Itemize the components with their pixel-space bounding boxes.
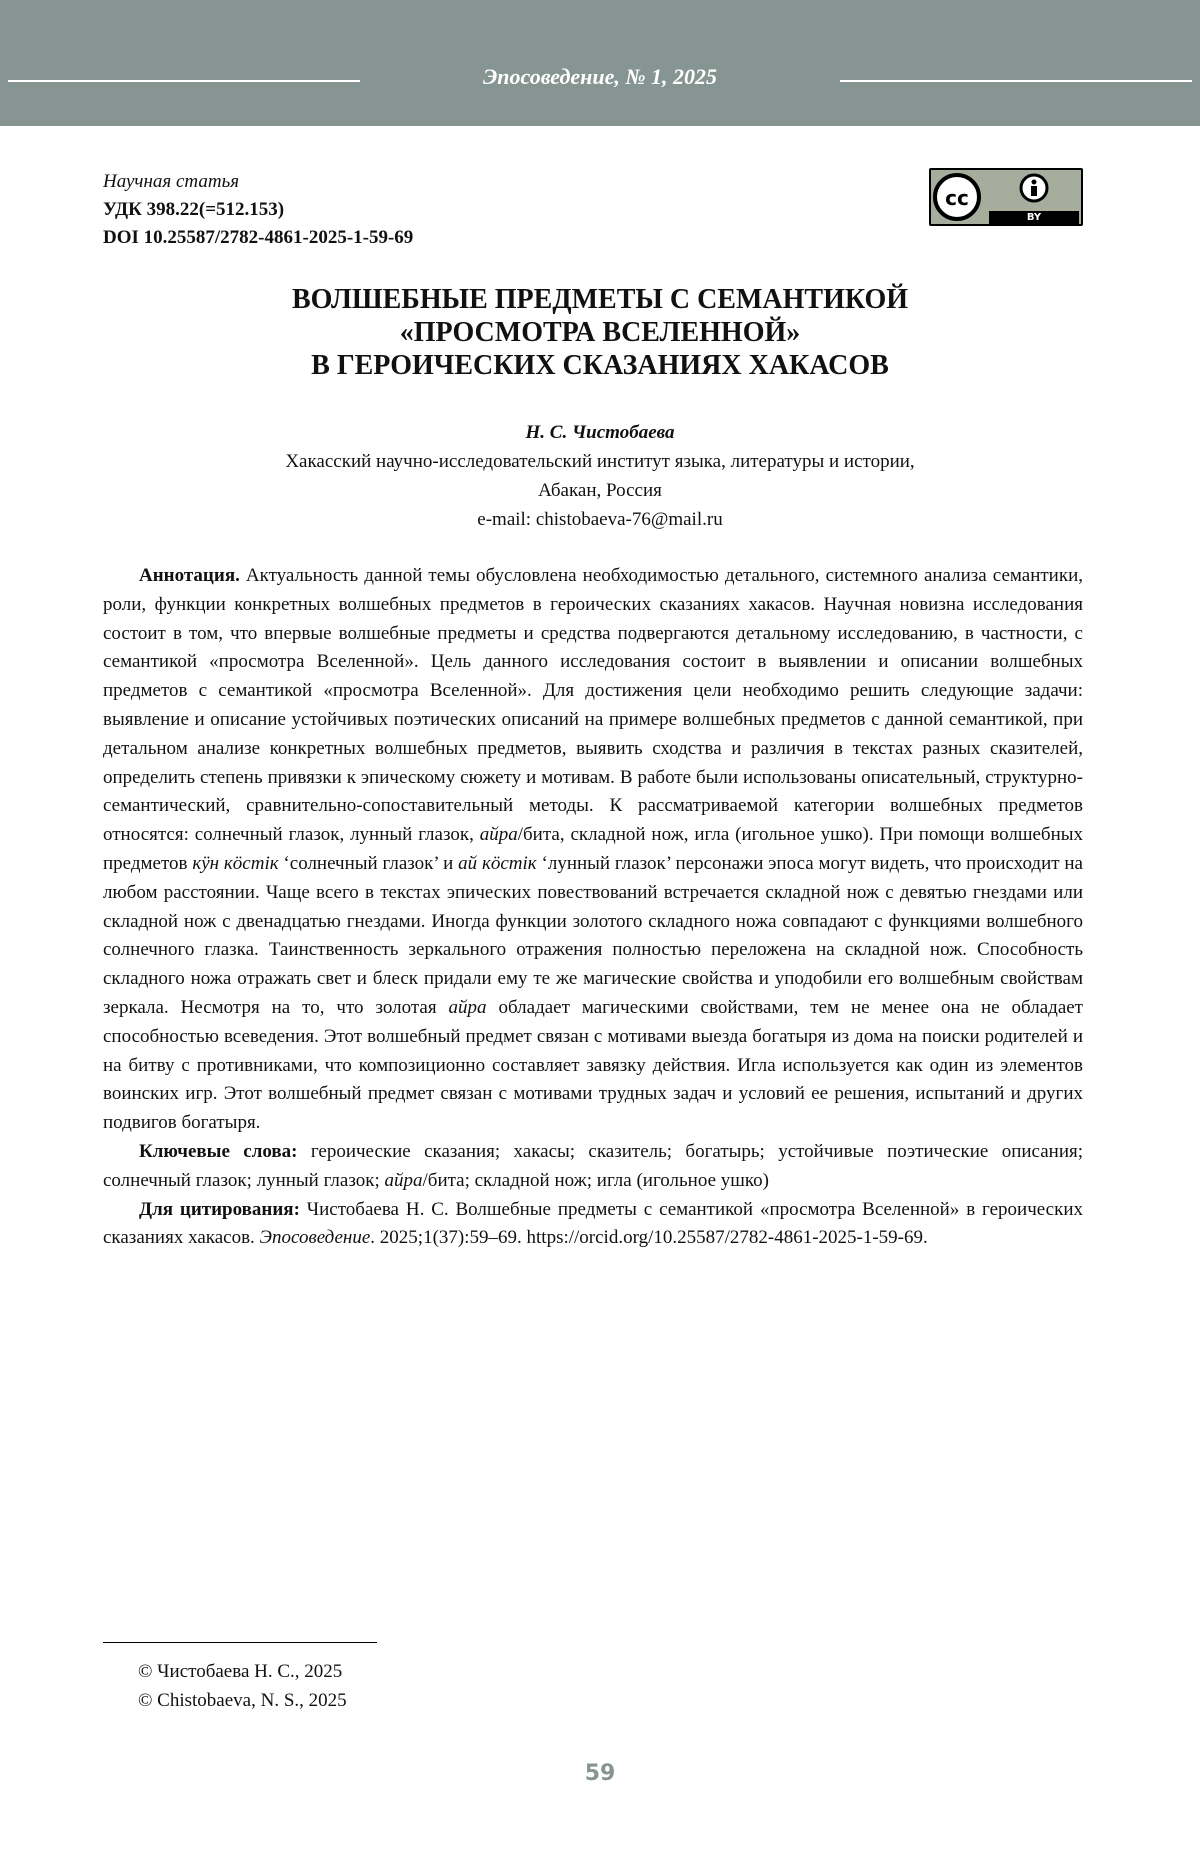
footnote-rule xyxy=(103,1642,377,1643)
header-rule-right xyxy=(840,80,1192,82)
abstract-section xyxy=(103,562,1083,1253)
copyright-footnote xyxy=(138,1657,347,1715)
title-line: «ПРОСМОТРА ВСЕЛЕННОЙ» xyxy=(399,317,801,348)
copyright-en: © Chistobaeva, N. S., 2025 xyxy=(138,1690,347,1711)
copyright-ru: © Чистобаева Н. С., 2025 xyxy=(138,1661,343,1682)
abstract-label: Аннотация. xyxy=(139,565,240,586)
keywords-paragraph: Ключевые слова: героические сказания; хакасы; сказитель; богатырь; устойчивые поэтические описания; солнечный глазок; лунный глазок; айра/бита; складной нож; игла (игольное ушко) xyxy=(103,1140,1084,1191)
by-label: BY xyxy=(989,211,1079,224)
author-name: Н. С. Чистобаева xyxy=(525,422,675,443)
abstract-paragraph: Аннотация. Актуальность данной темы обусловлена необходимостью детального, системного анализа семантики, роли, функции конкретных волшебных предметов в героических сказаниях хакасов. Научная новизна исследования состоит в том, что впервые волшебные предметы и средства подвергаются детальному исследованию, в частности, с семантикой «просмотра Вселенной». Цель данного исследования состоит в выявлении и описании волшебных предметов с семантикой «просмотра Вселенной». Для достижения цели необходимо решить следующие задачи: выявление и описание устойчивых поэтических описаний на примере волшебных предметов с данной семантикой, при детальном анализе конкретных волшебных предметов, выявить сходства и различия в текстах разных сказителей, определить степень привязки к эпическому сюжету и мотивам. В работе были использованы описательный, структурно-семантический, сравнительно-сопоставительный методы. К рассматриваемой категории волшебных предметов относятся: солнечный глазок, лунный глазок, айра/бита, складной нож, игла (игольное ушко). При помощи волшебных предметов кӱн кӧстік ‘солнечный глазок’ и ай кӧстік ‘лунный глазок’ персонажи эпоса могут видеть, что происходит на любом расстоянии. Чаще всего в текстах эпических повествований встречается складной нож с девятью гнездами или складной нож с двенадцатью гнездами. Иногда функции золотого складного ножа совпадают с функциями волшебного солнечного глазка. Таинственность зеркального отражения полностью переложена на складной нож. Способность складного ножа отражать свет и блеск придали ему те же магические свойства и уподобили его волшебным свойствам зеркала. Несмотря на то, что золотая айра обладает магическими свойствами, тем не менее она не обладает способностью всеведения. Этот волшебный предмет связан с мотивами выезда богатыря из дома на поиски родителей и на битву с противниками, что композиционно составляет завязку действия. Игла используется как один из элементов воинских игр. Этот волшебный предмет связан с мотивами трудных задач и условий ее решения, испытаний и других подвигов богатыря. xyxy=(103,565,1084,1134)
citation-label: Для цитирования: xyxy=(139,1198,300,1220)
title-line: ВОЛШЕБНЫЕ ПРЕДМЕТЫ С СЕМАНТИКОЙ xyxy=(291,284,909,315)
keywords-label: Ключевые слова: xyxy=(139,1140,298,1162)
author-city: Абакан, Россия xyxy=(538,480,662,501)
article-meta xyxy=(103,168,413,252)
journal-header xyxy=(0,0,1200,126)
author-affiliation: Хакасский научно-исследовательский институт языка, литературы и истории, xyxy=(285,451,915,472)
article-type: Научная статья xyxy=(103,171,240,192)
citation-paragraph: Для цитирования: Чистобаева Н. С. Волшебные предметы с семантикой «просмотра Вселенной» в героических сказаниях хакасов. Эпосоведение. 2025;1(37):59–69. https://orcid.org/10.25587/2782-4861-2025-1-59-69. xyxy=(103,1198,1083,1249)
udk: УДК 398.22(=512.153) xyxy=(103,199,285,220)
article-title xyxy=(0,283,1200,382)
page-number: 59 xyxy=(584,1761,616,1786)
author-email: e-mail: chistobaeva-76@mail.ru xyxy=(477,509,723,530)
title-line: В ГЕРОИЧЕСКИХ СКАЗАНИЯХ ХАКАСОВ xyxy=(311,350,889,381)
cc-by-license-badge xyxy=(929,168,1083,226)
doi: DOI 10.25587/2782-4861-2025-1-59-69 xyxy=(103,227,414,248)
svg-text:cc: cc xyxy=(945,186,969,210)
journal-title: Эпосоведение, № 1, 2025 xyxy=(482,64,718,89)
author-block xyxy=(0,418,1200,534)
